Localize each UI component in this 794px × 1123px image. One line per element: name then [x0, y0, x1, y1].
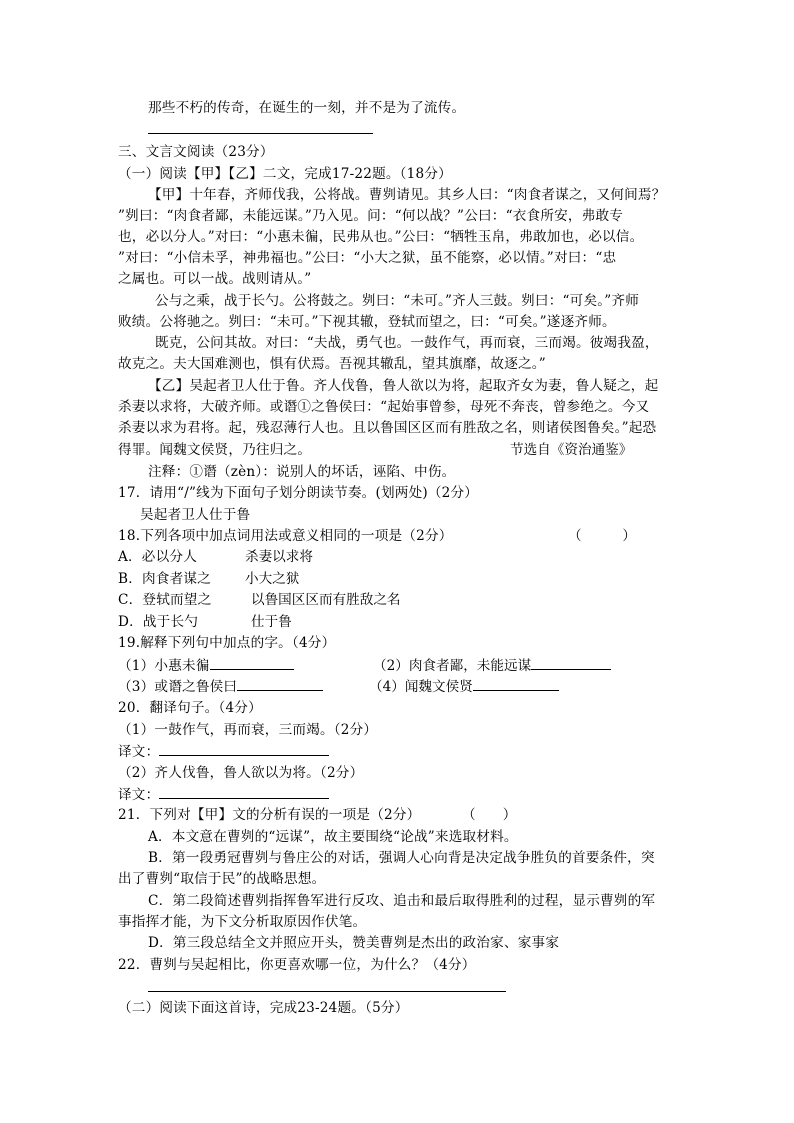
q18-option-a-left: A．必以分人 — [118, 549, 197, 565]
translation-blank-1[interactable] — [159, 741, 329, 756]
yi-line: 【乙】吴起者卫人仕于鲁。齐人伐鲁，鲁人欲以为将，起取齐女为妻，鲁人疑之，起 — [148, 378, 659, 394]
part1-title: （一）阅读【甲】【乙】二文，完成17-22题。（18分） — [118, 166, 452, 182]
q18-option-d-left: D．战于长勺 — [118, 614, 199, 630]
q21-option: 事指挥才能，为下文分析取原因作伏笔。 — [118, 914, 367, 930]
jia-line: 【甲】十年春，齐师伐我，公将战。曹刿请见。其乡人曰：“肉食者谋之，又何间焉？ — [148, 187, 666, 203]
jia-line: ”对曰：“小信未孚，神弗福也。”公曰：“小大之狱，虽不能察，必以情。”对曰：“忠 — [118, 250, 617, 266]
q21-stem: 21．下列对【甲】文的分析有误的一项是（2分） — [118, 807, 421, 823]
q21-option: D．第三段总结全文并照应开头，赞美曹刿是杰出的政治家、家事家 — [148, 935, 560, 951]
q21-option: B．第一段勇冠曹刿与鲁庄公的对话，强调人心向背是决定战争胜负的首要条件，突 — [148, 850, 655, 866]
q17-stem: 17．请用“/”线为下面句子划分朗读节奏。(划两处)（2分） — [118, 485, 479, 501]
q19-stem: 19.解释下列句中加点的字。（4分） — [118, 635, 336, 651]
q20-stem: 20．翻译句子。（4分） — [118, 700, 262, 716]
q21-option: A．本文意在曹刿的“远谋”，故主要围绕“论战”来选取材料。 — [148, 829, 518, 845]
translation-label: 译文： — [118, 744, 160, 760]
q19-blank-4[interactable] — [473, 676, 559, 691]
q19-item-2-text: （2）肉食者鄙，未能远谋 — [373, 658, 532, 674]
translation-label: 译文： — [118, 787, 160, 803]
q17-sentence: 吴起者卫人仕于鲁 — [140, 507, 251, 523]
q19-item-1 — [118, 655, 294, 676]
yi-line: 杀妻以求为君将。起，残忍薄行人也。且以鲁国区区而有胜敌之名，则诸侯图鲁矣。”起恐 — [118, 420, 657, 436]
q19-blank-2[interactable] — [531, 655, 611, 670]
source-citation: 节选自《资治通鉴》 — [510, 442, 633, 458]
q21-option: C．第二段简述曹刿指挥鲁军进行反攻、追击和最后取得胜利的过程，显示曹刿的军 — [148, 893, 656, 909]
q18-option-c-right: 以鲁国区区而有胜敌之名 — [251, 592, 401, 608]
q20-sentence-2: （2）齐人伐鲁，鲁人欲以为将。（2分） — [118, 765, 364, 781]
q19-blank-1[interactable] — [210, 655, 294, 670]
footnote: 注释：①谮（zèn）：说别人的坏话，诬陷、中伤。 — [148, 464, 456, 480]
q18-option-b-right: 小大之狱 — [245, 571, 300, 587]
q18-stem: 18.下列各项中加点词用法或意义相同的一项是（2分） — [118, 528, 453, 544]
section3-title: 三、文言文阅读（23分） — [118, 144, 274, 160]
q18-option-a-right: 杀妻以求将 — [245, 549, 313, 565]
q19-item-4 — [369, 676, 559, 697]
q19-item-3-text: （3）或谮之鲁侯曰 — [118, 679, 238, 695]
yi-line: 得罪。闻魏文侯贤，乃往归之。 — [118, 442, 312, 458]
intro-line: 那些不朽的传奇，在诞生的一刻，并不是为了流传。 — [148, 100, 466, 116]
q21-answer-paren: （ ） — [462, 807, 517, 823]
jia-line: 之属也。可以一战。战则请从。” — [118, 271, 312, 287]
q18-option-b-left: B．肉食者谋之 — [118, 571, 211, 587]
q19-item-2 — [373, 655, 611, 676]
translation-blank-2[interactable] — [159, 784, 329, 799]
q19-item-3 — [118, 676, 323, 697]
q21-option: 出了曹刿“取信于民”的战略思想。 — [118, 871, 326, 887]
q20-translation-1 — [118, 741, 329, 762]
q19-blank-3[interactable] — [237, 676, 323, 691]
jia-line: ”刿曰：“肉食者鄙，未能远谋。”乃入见。问：“何以战？”公曰：“衣食所安，弗敢专 — [118, 208, 624, 224]
jia-line: 也，必以分人。”对曰：“小惠未徧，民弗从也。”公曰：“牺牲玉帛，弗敢加也，必以信。 — [118, 229, 644, 245]
q22-stem: 22．曹刿与吴起相比，你更喜欢哪一位，为什么？（4分） — [118, 957, 476, 973]
jia-line: 败绩。公将驰之。刿曰：“未可。”下视其辙，登轼而望之，曰：“可矣。”遂逐齐师。 — [118, 314, 616, 330]
jia-line: 公与之乘，战于长勺。公将鼓之。刿曰：“未可。”齐人三鼓。刿曰：“可矣。”齐师 — [155, 293, 639, 309]
answer-line — [148, 133, 373, 134]
q19-item-4-text: （4）闻魏文侯贤 — [369, 679, 473, 695]
q22-answer-line[interactable] — [148, 991, 506, 992]
q19-item-1-text: （1）小惠未徧 — [118, 658, 210, 674]
jia-line: 既克，公问其故。对曰：“夫战，勇气也。一鼓作气，再而衰，三而竭。彼竭我盈， — [155, 335, 659, 351]
q18-option-d-right: 仕于鲁 — [251, 614, 292, 630]
yi-line: 杀妻以求将，大破齐师。或谮①之鲁侯曰：“起始事曾参，母死不奔丧，曾参绝之。今又 — [118, 399, 650, 415]
part2-title: （二）阅读下面这首诗，完成23-24题。（5分） — [118, 1000, 409, 1016]
q20-sentence-1: （1）一鼓作气，再而衰，三而竭。（2分） — [118, 722, 378, 738]
q18-answer-paren: （ ） — [568, 528, 636, 544]
jia-line: 故克之。夫大国难测也，惧有伏焉。吾视其辙乱，望其旗靡，故逐之。” — [118, 356, 546, 372]
q18-option-c-left: C．登轼而望之 — [118, 592, 212, 608]
q20-translation-2 — [118, 784, 329, 805]
